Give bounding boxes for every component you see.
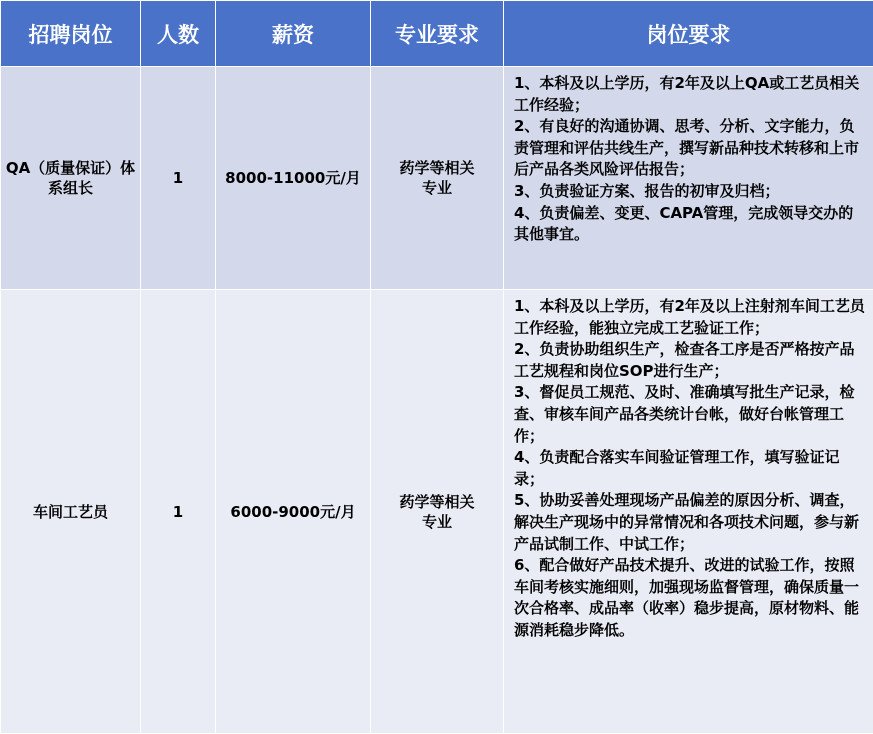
requirement-item: 1、本科及以上学历，有2年及以上QA或工艺员相关工作经验； (514, 73, 865, 116)
requirement-item: 2、负责协助组织生产，检查各工序是否严格按产品工艺规程和岗位SOP进行生产； (514, 339, 865, 382)
table-row (1, 67, 873, 290)
position-text: 车间工艺员 (1, 502, 140, 522)
requirement-item: 4、负责偏差、变更、CAPA管理，完成领导交办的其他事宜。 (514, 203, 865, 246)
major-cell (371, 67, 504, 290)
header-salary: 薪资 (216, 1, 371, 67)
salary-cell: 6000-9000元/月 (216, 290, 371, 734)
header-requirements: 岗位要求 (504, 1, 873, 67)
header-position: 招聘岗位 (1, 1, 141, 67)
header-major: 专业要求 (371, 1, 504, 67)
requirement-item: 2、有良好的沟通协调、思考、分析、文字能力，负责管理和评估共线生产，撰写新品种技术转移和上市后产品各类风险评估报告； (514, 116, 865, 181)
table-body (1, 67, 873, 734)
table-header (1, 1, 873, 67)
requirements-cell (504, 290, 873, 734)
requirement-item: 5、协助妥善处理现场产品偏差的原因分析、调查，解决生产现场中的异常情况和各项技术问题，参与新产品试制工作、中试工作； (514, 490, 865, 555)
table-row (1, 290, 873, 734)
position-cell (1, 67, 141, 290)
position-text: QA（质量保证）体系组长 (1, 158, 140, 198)
requirement-item: 4、负责配合落实车间验证管理工作，填写验证记录； (514, 447, 865, 490)
count-cell: 1 (141, 67, 216, 290)
requirement-item: 6、配合做好产品技术提升、改进的试验工作，按照车间考核实施细则，加强现场监督管理，确保质量一次合格率、成品率（收率）稳步提高，原材物料、能源消耗稳步降低。 (514, 555, 865, 641)
salary-cell: 8000-11000元/月 (216, 67, 371, 290)
major-cell (371, 290, 504, 734)
header-count: 人数 (141, 1, 216, 67)
requirements-cell (504, 67, 873, 290)
requirement-item: 3、督促员工规范、及时、准确填写批生产记录，检查、审核车间产品各类统计台帐，做好台帐管理工作； (514, 382, 865, 447)
major-text: 药学等相关专业 (371, 492, 503, 532)
position-cell (1, 290, 141, 734)
requirement-item: 3、负责验证方案、报告的初审及归档； (514, 181, 865, 203)
major-text: 药学等相关专业 (371, 158, 503, 198)
requirement-item: 1、本科及以上学历，有2年及以上注射剂车间工艺员工作经验，能独立完成工艺验证工作； (514, 296, 865, 339)
header-row (1, 1, 873, 67)
count-cell: 1 (141, 290, 216, 734)
